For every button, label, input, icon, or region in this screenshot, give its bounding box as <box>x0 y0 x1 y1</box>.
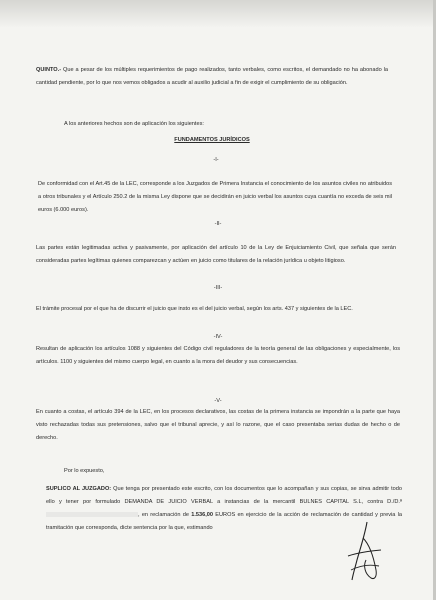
handwritten-signature <box>345 520 385 582</box>
section-text-1: De conformidad con el Art.45 de la LEC, corresponde a los Juzgados de Primera Instancia el conocimiento de los asuntos civiles no atribuidos a otros tribunales y el Artículo 250.2 de la misma Ley dispone que se decidirán en juicio verbal los asuntos cuya cuantía no exceda de seis mil euros (6.000 euros). <box>38 181 392 213</box>
section-number-3: -III- <box>213 285 223 291</box>
section-heading: FUNDAMENTOS JURÍDICOS <box>174 137 250 143</box>
suplico-text-1: Que tenga por presentado este escrito, con los documentos que lo acompañan y sus copias, se sirva admitir todo ello y tener por formulado DEMANDA DE JUICIO VERBAL a instancias de la mercantil BULNES CAPITAL S.L, contra D./D.ª <box>46 486 402 505</box>
section-number-4: -IV- <box>213 334 223 340</box>
section-text-3: El trámite procesal por el que ha de discurrir el juicio que insto es el del juicio verbal, según los arts. 437 y siguientes de la LEC. <box>36 306 353 312</box>
quinto-text: Que a pesar de los múltiples requerimientos de pago realizados, tanto verbales, como escritos, el demandado no ha abonado la cantidad pendiente, por lo que nos vemos obligados a acudir al auxilio judicial a fin de exigir el cumplimiento de su obligación. <box>36 67 388 86</box>
quinto-paragraph <box>36 64 388 90</box>
suplico-text-3: EUROS en ejercicio de la acción de reclamación de cantidad y previa la tramitación que corresponda, dicte sentencia por la que, estimando <box>46 512 403 531</box>
intro-text: A los anteriores hechos son de aplicación los siguientes: <box>64 121 204 127</box>
redacted-name <box>46 512 138 517</box>
suplico-label: SUPLICO AL JUZGADO: <box>46 486 112 492</box>
section-text-4: Resultan de aplicación los artículos 1088 y siguientes del Código civil reguladores de la teoría general de las obligaciones y especialmente, los artículos. 1100 y siguientes del mismo cuerpo legal, en cuanto a la mora del deudor y sus consecuencias. <box>36 346 400 365</box>
section-number-2: -II- <box>214 221 222 227</box>
section-number-5: -V- <box>214 398 222 404</box>
section-number-1: -I- <box>213 157 219 163</box>
suplico-text-2: , en reclamación de <box>138 512 192 518</box>
section-text-2: Las partes están legitimadas activa y pasivamente, por aplicación del artículo 10 de la Ley de Enjuiciamiento Civil, que señala que serán consideradas partes legítimas quienes comparezcan y actúen en juicio como titulares de la relación jurídica u objeto litigioso. <box>36 245 396 264</box>
claim-amount: 1.536,00 <box>191 512 214 518</box>
section-text-5: En cuanto a costas, el artículo 394 de la LEC, en los procesos declarativos, las costas de la primera instancia se impondrán a la parte que haya visto rechazadas todas sus pretensiones, salvo que el tribunal aprecie, y así lo razone, que el caso presentaba serias dudas de hecho o de derecho. <box>36 409 400 441</box>
scan-shadow <box>0 0 436 28</box>
closing-text: Por lo expuesto, <box>64 468 105 474</box>
quinto-label: QUINTO.- <box>36 67 62 73</box>
